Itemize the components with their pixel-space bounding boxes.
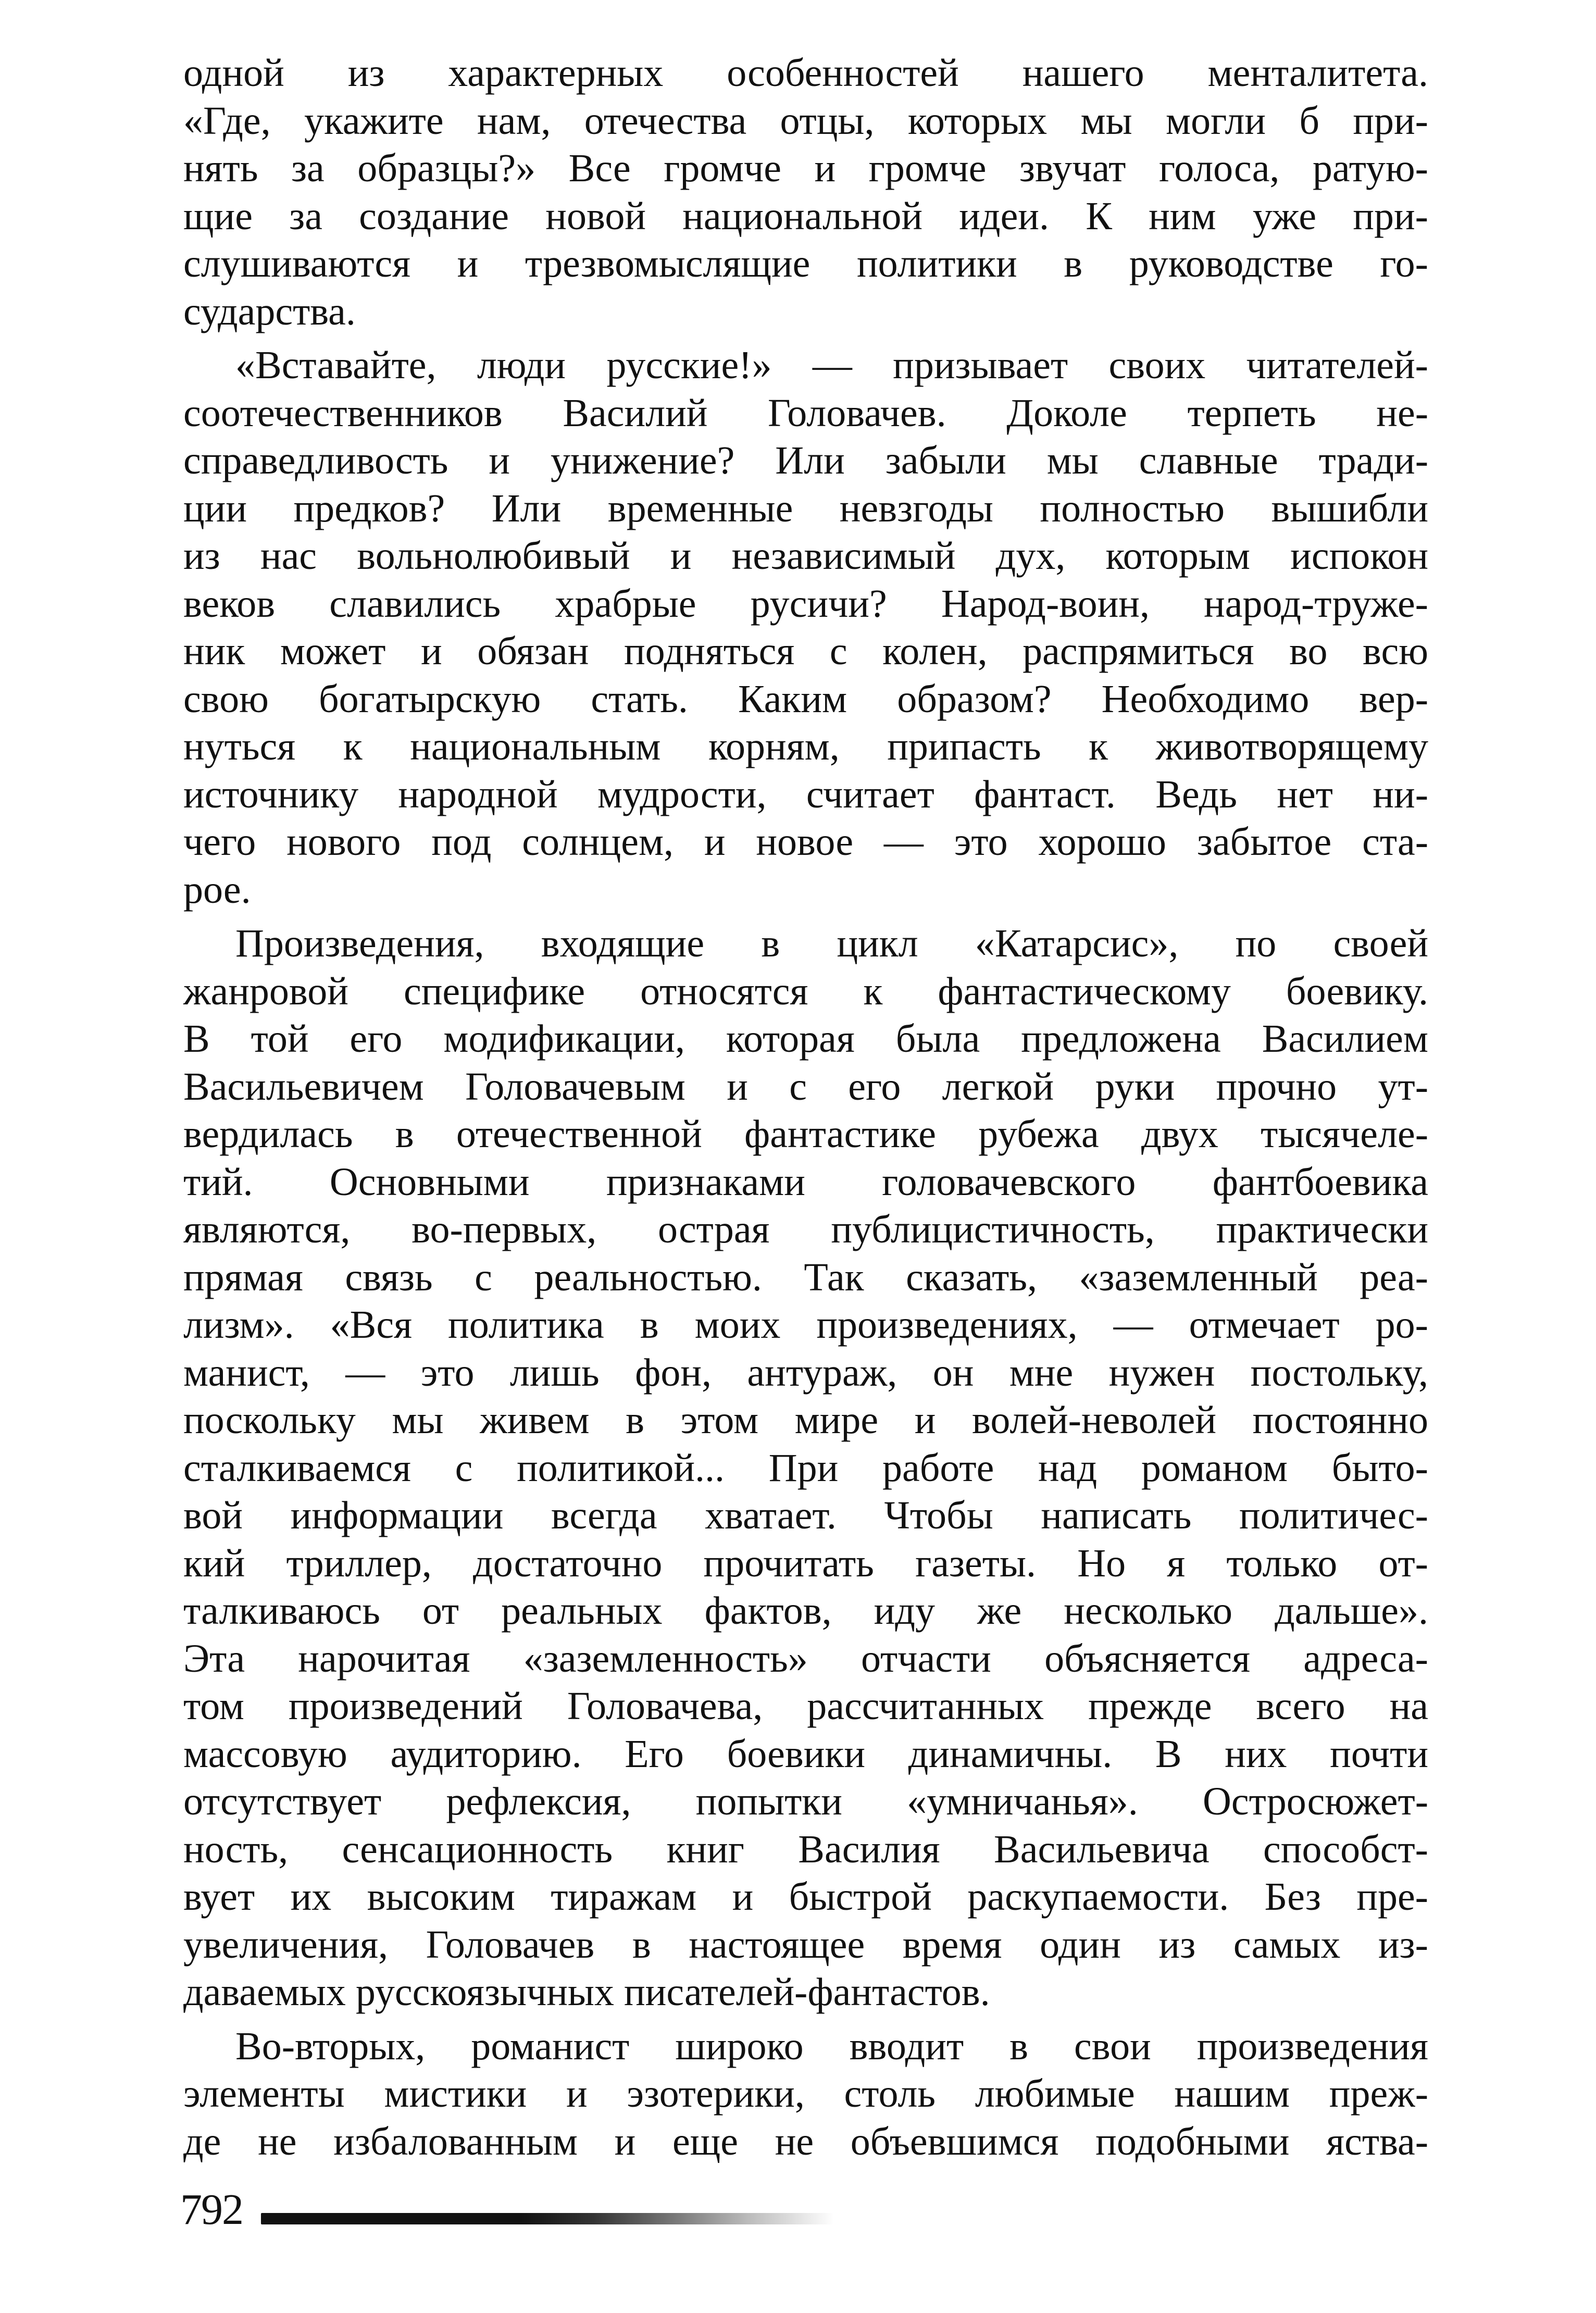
- text-line: даваемых русскоязычных писателей-фантастов.: [183, 1970, 990, 2014]
- text-line: щие за создание новой национальной идеи. К ним уже при-: [183, 194, 1428, 238]
- text-line: слушиваются и трезвомыслящие политики в руководстве го-: [183, 242, 1428, 285]
- text-line: сталкиваемся с политикой... При работе над романом быто-: [183, 1446, 1428, 1490]
- text-line: отсутствует рефлексия, попытки «умничанья». Остросюжет-: [183, 1780, 1428, 1823]
- footer-rule: [261, 2213, 834, 2224]
- paragraph-3: [183, 920, 1428, 2017]
- paragraph-2: [183, 342, 1428, 914]
- text-line: справедливость и унижение? Или забыли мы славные тради-: [183, 439, 1428, 482]
- paragraph-1: [183, 49, 1428, 335]
- text-line: том произведений Головачева, рассчитанных прежде всего на: [183, 1684, 1428, 1728]
- text-line: ность, сенсационность книг Василия Васильевича способст-: [183, 1827, 1428, 1871]
- text-line: жанровой специфике относятся к фантастическому боевику.: [183, 969, 1428, 1013]
- text-line: В той его модификации, которая была предложена Василием: [183, 1017, 1428, 1061]
- text-line: одной из характерных особенностей нашего менталитета.: [183, 51, 1428, 95]
- page-number: 792: [180, 2185, 243, 2234]
- text-line: Произведения, входящие в цикл «Катарсис», по своей: [235, 922, 1428, 965]
- text-line: манист, — это лишь фон, антураж, он мне нужен постольку,: [183, 1350, 1428, 1395]
- paragraph-4: [183, 2023, 1428, 2166]
- text-line: нять за образцы?» Все громче и громче звучат голоса, ратую-: [183, 146, 1428, 190]
- page-footer: [180, 2184, 857, 2236]
- text-line: де не избалованным и еще не объевшимся подобными яства-: [183, 2119, 1428, 2163]
- text-line: увеличения, Головачев в настоящее время один из самых из-: [183, 1922, 1428, 1967]
- text-line: вердилась в отечественной фантастике рубежа двух тысячеле-: [183, 1112, 1428, 1156]
- text-line: сударства.: [183, 289, 356, 333]
- text-line: из нас вольнолюбивый и независимый дух, которым испокон: [183, 534, 1428, 578]
- text-line: лизм». «Вся политика в моих произведениях, — отмечает ро-: [183, 1303, 1428, 1347]
- text-line: Во-вторых, романист широко вводит в свои произведения: [235, 2024, 1428, 2068]
- text-line: веков славились храбрые русичи? Народ-воин, народ-труже-: [183, 581, 1428, 626]
- text-line: кий триллер, достаточно прочитать газеты. Но я только от-: [183, 1541, 1428, 1585]
- text-line: источнику народной мудрости, считает фантаст. Ведь нет ни-: [183, 772, 1428, 816]
- text-line: являются, во-первых, острая публицистичность, практически: [183, 1208, 1428, 1251]
- page-body: [183, 49, 1428, 2166]
- text-line: ции предков? Или временные невзгоды полностью вышибли: [183, 486, 1428, 530]
- text-line: «Где, укажите нам, отечества отцы, которых мы могли б при-: [183, 98, 1428, 143]
- text-line: вует их высоким тиражам и быстрой раскупаемости. Без пре-: [183, 1875, 1428, 1919]
- text-line: элементы мистики и эзотерики, столь любимые нашим преж-: [183, 2072, 1428, 2116]
- text-line: вой информации всегда хватает. Чтобы написать политичес-: [183, 1494, 1428, 1537]
- text-line: ник может и обязан подняться с колен, распрямиться во всю: [183, 629, 1428, 673]
- text-line: Васильевичем Головачевым и с его легкой руки прочно ут-: [183, 1064, 1428, 1109]
- text-line: рое.: [183, 867, 251, 912]
- text-line: поскольку мы живем в этом мире и волей-неволей постоянно: [183, 1398, 1428, 1442]
- text-line: соотечественников Василий Головачев. Доколе терпеть не-: [183, 391, 1428, 435]
- text-line: нуться к национальным корням, припасть к животворящему: [183, 725, 1428, 768]
- text-line: «Вставайте, люди русские!» — призывает своих читателей-: [235, 343, 1428, 387]
- text-line: прямая связь с реальностью. Так сказать, «заземленный реа-: [183, 1255, 1428, 1299]
- text-line: чего нового под солнцем, и новое — это хорошо забытое ста-: [183, 820, 1428, 864]
- text-line: талкиваюсь от реальных фактов, иду же несколько дальше».: [183, 1589, 1428, 1633]
- text-line: свою богатырскую стать. Каким образом? Необходимо вер-: [183, 677, 1428, 721]
- text-line: массовую аудиторию. Его боевики динамичны. В них почти: [183, 1732, 1428, 1776]
- text-line: тий. Основными признаками головачевского фантбоевика: [183, 1160, 1428, 1204]
- text-line: Эта нарочитая «заземленность» отчасти объясняется адреса-: [183, 1636, 1428, 1681]
